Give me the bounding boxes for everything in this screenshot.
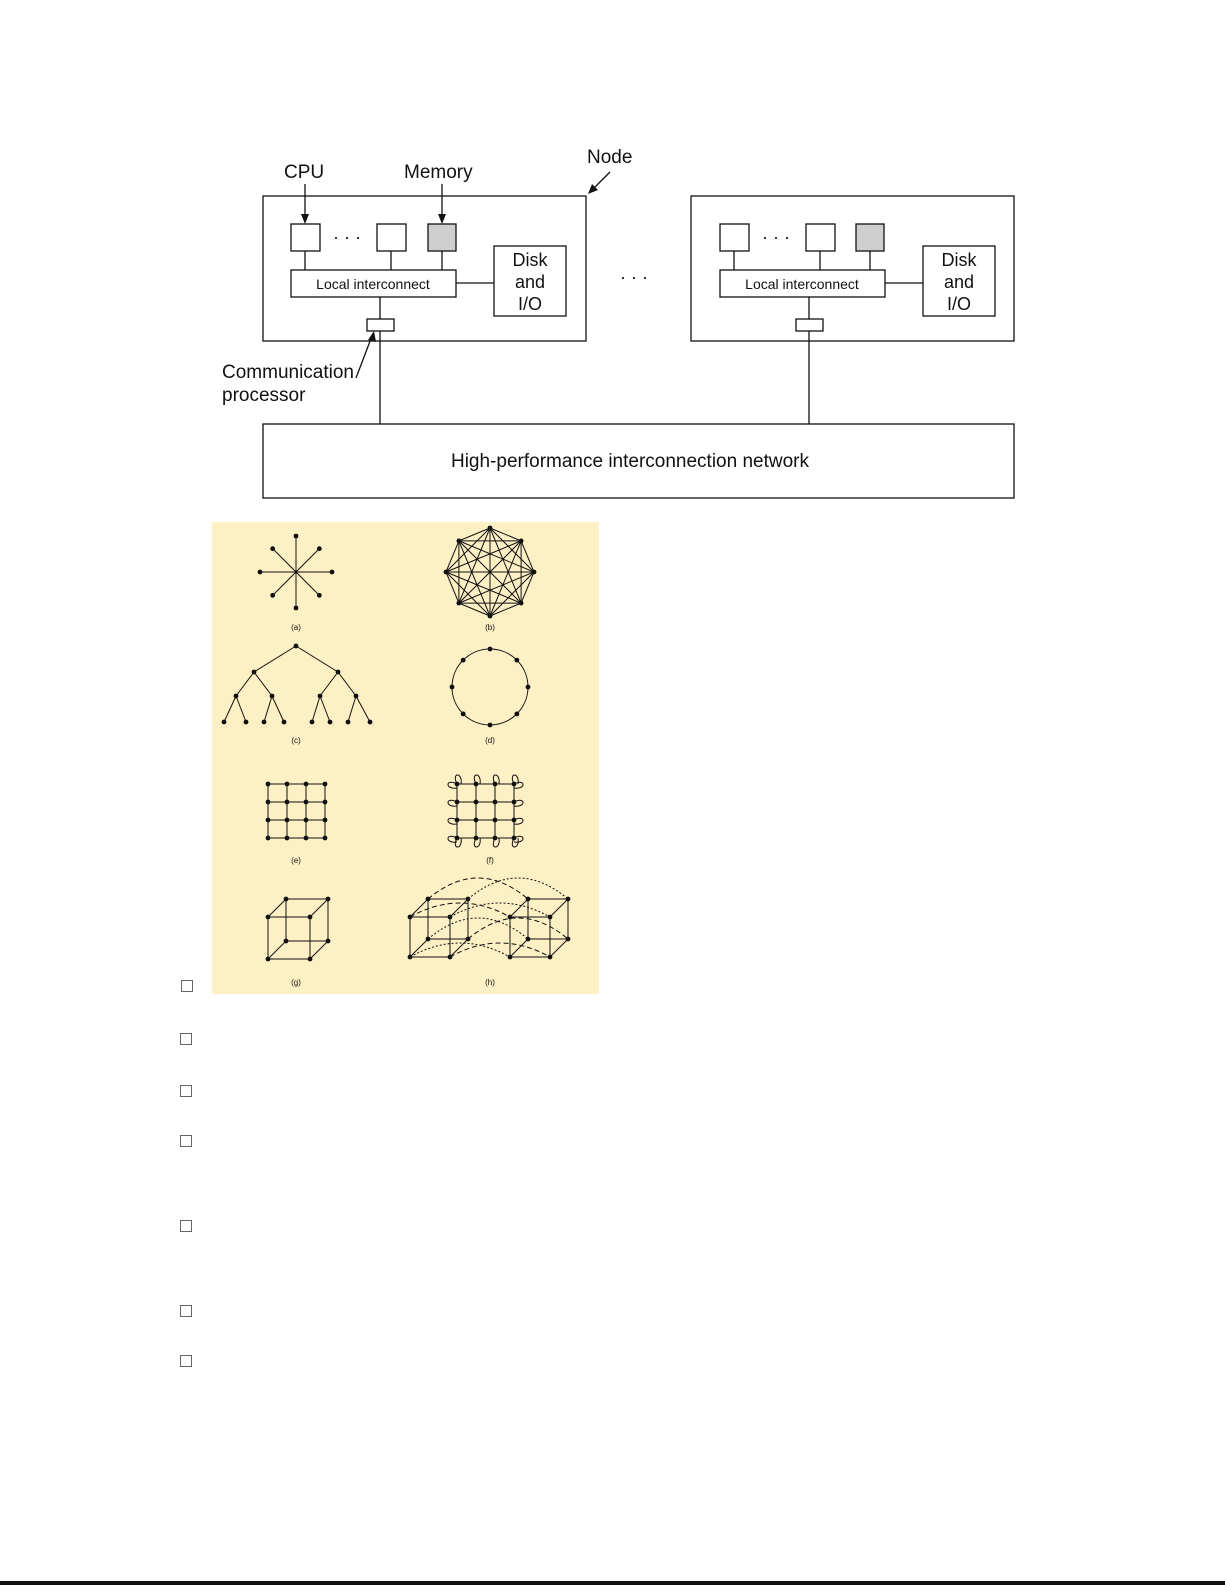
star-node <box>270 546 275 551</box>
hypercube-link-edge <box>410 943 510 957</box>
torus-node <box>493 782 498 787</box>
caption-a: (a) <box>291 623 301 632</box>
caption-b: (b) <box>485 623 495 632</box>
tree-node <box>328 720 333 725</box>
torus-node <box>474 800 479 805</box>
hypercube-node <box>466 937 471 942</box>
hypercube-edge <box>410 939 428 957</box>
grid-node <box>285 818 290 823</box>
cpu-box-right-1 <box>720 224 749 251</box>
ring-node <box>488 647 493 652</box>
tree-edge <box>356 696 370 722</box>
hypercube-link-edge <box>428 878 528 899</box>
caption-e: (e) <box>291 856 301 865</box>
torus-node <box>455 818 460 823</box>
torus-node <box>455 782 460 787</box>
hypercube-node <box>566 897 571 902</box>
grid-node <box>323 818 328 823</box>
disk-label-left: Disk <box>512 250 548 270</box>
hypercube-node <box>408 915 413 920</box>
local-interconnect-label-right: Local interconnect <box>745 276 859 292</box>
complete-graph-node <box>519 538 524 543</box>
cube-node <box>308 915 313 920</box>
cube-node <box>284 939 289 944</box>
complete-graph-node <box>488 526 493 531</box>
torus-node <box>493 836 498 841</box>
torus-node <box>512 836 517 841</box>
hypercube-node <box>526 937 531 942</box>
hypercube-edge <box>510 899 528 917</box>
tree-edge <box>272 696 284 722</box>
grid-node <box>285 800 290 805</box>
hypercube-link-edge <box>468 878 568 899</box>
hypercube-link-edge <box>428 918 528 939</box>
star-node <box>294 606 299 611</box>
tree-node <box>318 694 323 699</box>
topology-figure <box>212 522 599 994</box>
hypercube-link-edge <box>410 903 510 917</box>
torus-node <box>512 818 517 823</box>
hypercube-node <box>508 915 513 920</box>
multicomputer-diagram <box>0 0 1225 510</box>
hypercube-edge <box>450 899 468 917</box>
local-interconnect-label-left: Local interconnect <box>316 276 430 292</box>
tree-node <box>262 720 267 725</box>
grid-node <box>304 836 309 841</box>
page-bottom-rule <box>0 1581 1225 1585</box>
comm-processor-label-line1: Communication <box>222 362 354 383</box>
star-node <box>270 593 275 598</box>
torus-node <box>474 782 479 787</box>
grid-node <box>323 836 328 841</box>
star-node <box>317 546 322 551</box>
star-node <box>317 593 322 598</box>
star-node <box>330 570 335 575</box>
torus-node <box>455 800 460 805</box>
memory-box-left <box>428 224 456 251</box>
cpu-box-left-2 <box>377 224 406 251</box>
comm-processor-right <box>796 319 823 331</box>
cube-node <box>326 897 331 902</box>
tree-edge <box>254 672 272 696</box>
tree-node <box>294 644 299 649</box>
tree-node <box>354 694 359 699</box>
tree-node <box>244 720 249 725</box>
tree-edge <box>320 672 338 696</box>
tree-edge <box>338 672 356 696</box>
caption-h: (h) <box>485 978 495 987</box>
checkbox-7[interactable] <box>180 1355 192 1367</box>
tree-node <box>368 720 373 725</box>
ellipsis-left-node: · · · <box>333 227 361 247</box>
ring-node <box>450 685 455 690</box>
torus-node <box>474 818 479 823</box>
grid-node <box>266 818 271 823</box>
cube-node <box>308 957 313 962</box>
grid-node <box>304 800 309 805</box>
ring-node <box>461 711 466 716</box>
cpu-box-right-2 <box>806 224 835 251</box>
topology-panel <box>212 522 599 994</box>
complete-graph-node <box>532 570 537 575</box>
hypercube-link-edge <box>450 943 550 957</box>
hypercube-node <box>566 937 571 942</box>
checkbox-4[interactable] <box>180 1135 192 1147</box>
memory-label: Memory <box>404 162 473 183</box>
comm-processor-label-line2: processor <box>222 385 306 406</box>
torus-node <box>493 800 498 805</box>
cube-edge <box>310 899 328 917</box>
star-edge <box>273 549 296 572</box>
hypercube-edge <box>450 939 468 957</box>
tree-edge <box>254 646 296 672</box>
tree-edge <box>320 696 330 722</box>
caption-d: (d) <box>485 736 495 745</box>
caption-c: (c) <box>291 736 301 745</box>
tree-node <box>310 720 315 725</box>
torus-node <box>493 818 498 823</box>
star-node <box>294 534 299 539</box>
torus-node <box>512 782 517 787</box>
grid-node <box>304 818 309 823</box>
tree-node <box>270 694 275 699</box>
star-edge <box>273 572 296 595</box>
cube-node <box>326 939 331 944</box>
checkbox-3[interactable] <box>180 1085 192 1097</box>
hypercube-node <box>466 897 471 902</box>
grid-node <box>285 836 290 841</box>
disk-label-right: Disk <box>941 250 977 270</box>
hypercube-link-edge <box>468 918 568 939</box>
hypercube-node <box>448 915 453 920</box>
tree-edge <box>236 696 246 722</box>
torus-node <box>455 836 460 841</box>
tree-edge <box>296 646 338 672</box>
checkbox-5[interactable] <box>180 1220 192 1232</box>
complete-graph-node <box>456 538 461 543</box>
tree-node <box>282 720 287 725</box>
grid-node <box>266 782 271 787</box>
cpu-label: CPU <box>284 162 325 183</box>
cube-edge <box>268 899 286 917</box>
grid-node <box>323 782 328 787</box>
tree-node <box>336 670 341 675</box>
star-edge <box>296 572 319 595</box>
tree-edge <box>236 672 254 696</box>
cube-edge <box>268 941 286 959</box>
ellipsis-between-nodes: · · · <box>620 267 648 287</box>
node-label: Node <box>587 147 633 168</box>
checkbox-2[interactable] <box>180 1033 192 1045</box>
complete-graph-node <box>456 601 461 606</box>
tree-edge <box>264 696 272 722</box>
checkbox-6[interactable] <box>180 1305 192 1317</box>
tree-edge <box>312 696 320 722</box>
tree-node <box>346 720 351 725</box>
comm-processor-arrow <box>356 336 372 378</box>
io-label-left: I/O <box>517 294 543 314</box>
torus-node <box>474 836 479 841</box>
comm-processor-left <box>367 319 394 331</box>
complete-graph-node <box>519 601 524 606</box>
star-node <box>258 570 263 575</box>
memory-box-right <box>856 224 884 251</box>
tree-node <box>234 694 239 699</box>
ring-node <box>526 685 531 690</box>
tree-node <box>222 720 227 725</box>
cube-node <box>266 915 271 920</box>
checkbox-1[interactable] <box>181 980 193 992</box>
hypercube-edge <box>410 899 428 917</box>
and-label-right: and <box>943 272 975 292</box>
cpu-box-left-1 <box>291 224 320 251</box>
hypercube-node <box>508 955 513 960</box>
io-label-right: I/O <box>946 294 972 314</box>
hypercube-edge <box>510 939 528 957</box>
hypercube-edge <box>550 899 568 917</box>
cube-node <box>266 957 271 962</box>
ring-node <box>461 658 466 663</box>
hypercube-node <box>548 955 553 960</box>
hypercube-node <box>426 897 431 902</box>
caption-f: (f) <box>486 856 494 865</box>
hypercube-link-edge <box>450 903 550 917</box>
torus-node <box>512 800 517 805</box>
grid-node <box>304 782 309 787</box>
hypercube-node <box>426 937 431 942</box>
star-edge <box>296 549 319 572</box>
hypercube-node <box>448 955 453 960</box>
complete-graph-node <box>488 614 493 619</box>
grid-node <box>285 782 290 787</box>
ellipsis-right-node: · · · <box>762 227 790 247</box>
grid-node <box>323 800 328 805</box>
cube-node <box>284 897 289 902</box>
complete-graph-node <box>444 570 449 575</box>
tree-edge <box>224 696 236 722</box>
grid-node <box>266 800 271 805</box>
and-label-left: and <box>514 272 546 292</box>
hypercube-node <box>526 897 531 902</box>
hypercube-node <box>408 955 413 960</box>
ring-node <box>514 658 519 663</box>
ring-node <box>514 711 519 716</box>
hypercube-edge <box>550 939 568 957</box>
cube-edge <box>310 941 328 959</box>
tree-node <box>252 670 257 675</box>
hypercube-node <box>548 915 553 920</box>
network-label: High-performance interconnection network <box>450 451 810 472</box>
caption-g: (g) <box>291 978 301 987</box>
ring-node <box>488 723 493 728</box>
tree-edge <box>348 696 356 722</box>
grid-node <box>266 836 271 841</box>
